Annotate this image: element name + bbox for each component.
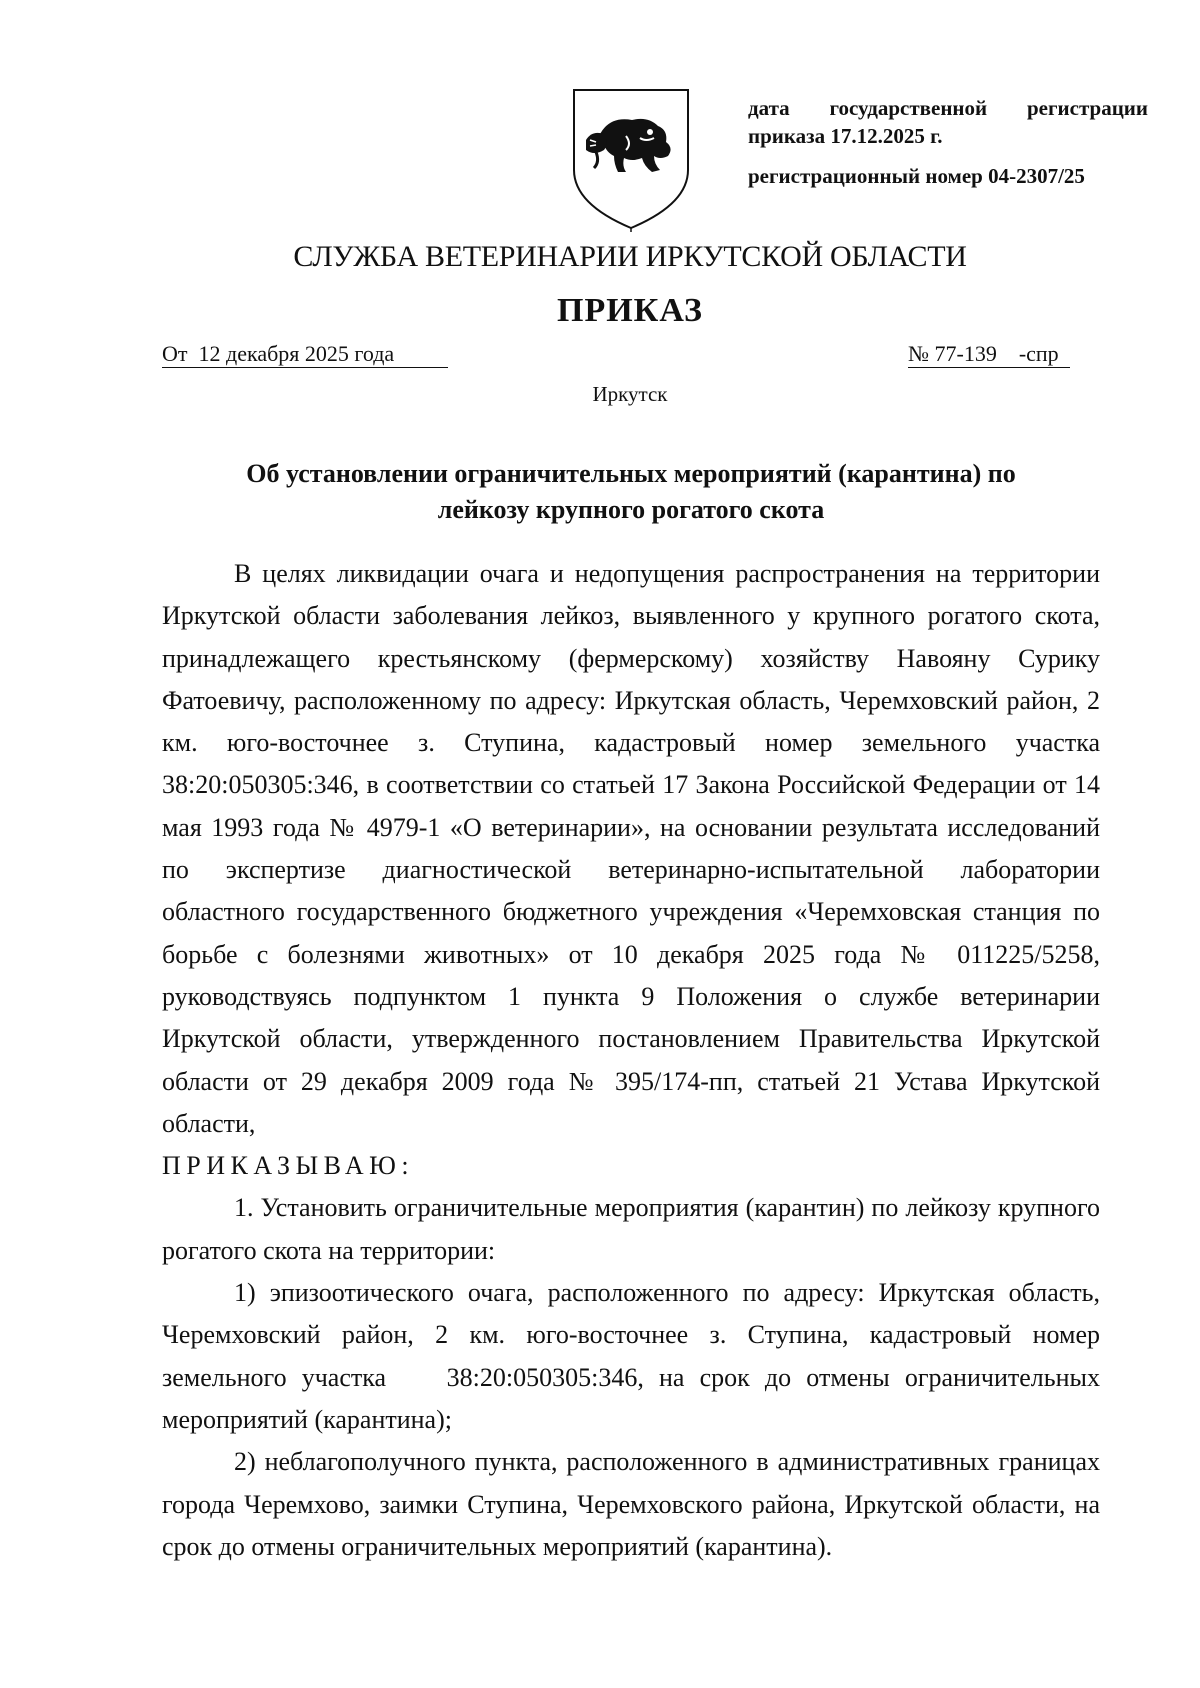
order-number: № 77-139 -спр	[908, 341, 1070, 368]
order-item-1: 1. Установить ограничительные мероприятия (карантин) по лейкозу крупного рогатого скота на территории:	[162, 1193, 1100, 1265]
registration-line-1: дата государственной регистрации	[748, 96, 1148, 120]
coat-of-arms-irkutsk-icon	[570, 86, 692, 232]
decree-word: ПРИКАЗЫВАЮ:	[162, 1151, 415, 1181]
order-date: От 12 декабря 2025 года	[162, 341, 448, 368]
order-heading: ПРИКАЗ	[557, 292, 703, 329]
registration-info	[748, 94, 1148, 190]
order-item-1-subitem-2: 2) неблагополучного пункта, расположенного в административных границах города Черемхово, заимки Ступина, Черемховского района, Иркутской области, на срок до отмены ограничительных мероприятий (карантина).	[162, 1447, 1100, 1561]
order-title-line-2: лейкозу крупного рогатого скота	[437, 495, 825, 524]
registration-number: регистрационный номер 04-2307/25	[748, 164, 1085, 188]
order-item-1-subitem-1: 1) эпизоотического очага, расположенного по адресу: Иркутская область, Черемховский район, 2 км. юго-восточнее з. Ступина, кадастровый номер земельного участка 38:20:050305:346, на срок до отмены ограничительных мероприятий (карантина);	[162, 1278, 1113, 1434]
registration-line-2: приказа 17.12.2025 г.	[748, 124, 943, 148]
order-title-line-1: Об установлении ограничительных мероприятий (карантина) по	[246, 459, 1016, 488]
preamble-paragraph: В целях ликвидации очага и недопущения распространения на территории Иркутской области заболевания лейкоз, выявленного у крупного рогатого скота, принадлежащего крестьянскому (фермерскому) хозяйству Навояну Сурику Фатоевичу, расположенному по адресу: Иркутская область, Черемховский район, 2 км. юго-восточнее з. Ступина, кадастровый номер земельного участка 38:20:050305:346, в соответствии со статьей 17 Закона Российской Федерации от 14 мая 1993 года № 4979-1 «О ветеринарии», на основании результата исследований по экспертизе диагностической ветеринарно-испытательной лаборатории областного государственного бюджетного учреждения «Черемховская станция по борьбе с болезнями животных» от 10 декабря 2025 года № 011225/5258, руководствуясь подпунктом 1 пункта 9 Положения о службе ветеринарии Иркутской области, утвержденного постановлением Правительства Иркутской области от 29 декабря 2009 года № 395/174-пп, статьей 21 Устава Иркутской области,	[162, 559, 1100, 1138]
order-title	[160, 456, 1102, 528]
service-name: СЛУЖБА ВЕТЕРИНАРИИ ИРКУТСКОЙ ОБЛАСТИ	[293, 240, 967, 273]
order-body	[162, 553, 1113, 1568]
order-city: Иркутск	[592, 382, 668, 406]
